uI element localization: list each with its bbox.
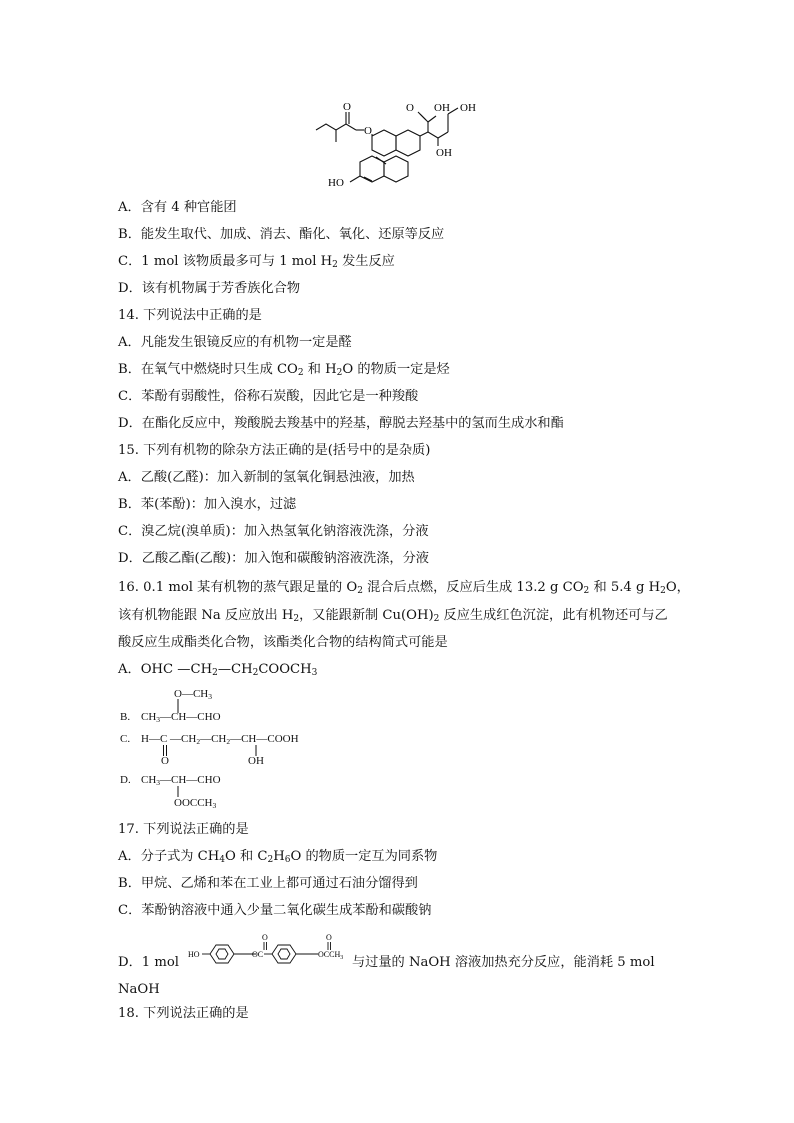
q16-c-main-1: H—C —CH [141,733,197,745]
q15-stem: 15. 下列有机物的除杂方法正确的是(括号中的是杂质) [118,443,431,458]
q13-option-d: D．该有机物属于芳香族化合物 [118,281,301,296]
q16-l1-sub1: 2 [357,586,363,596]
q16-d-main [141,774,221,786]
q15-option-b: B．苯(苯酚)：加入溴水，过滤 [118,497,297,512]
q17-d-structure [186,928,356,972]
q17-a-2: O 和 C [224,849,268,864]
q16-c-main-2: —CH [200,733,227,745]
q13-label-ho: HO [328,177,344,189]
q17-a-1: A．分子式为 CH [118,849,220,864]
q16-l2-a: 该有机物能跟 Na 反应放出 H [118,608,294,623]
q13-label-oh-top: OH [434,102,450,114]
q16-l1-sub3: 2 [660,586,666,596]
q17-d-oc: OC [252,950,264,959]
q16-c-sub2: 2 [226,737,231,746]
q16-b-main-1: CH [141,711,157,723]
q16-a-2: —CH [217,662,253,677]
q17-d-o1: O [262,933,268,942]
q16-l2-sub2: 2 [433,614,440,624]
q17-d-ho: HO [188,950,200,959]
q14-option-d: D．在酯化反应中，羧酸脱去羧基中的羟基，醇脱去羟基中的氢而生成水和酯 [118,416,564,431]
q17-a-sub2: 2 [267,855,274,865]
q16-l2-c: 反应生成红色沉淀，此有机物还可与乙 [439,608,668,623]
q17-option-c: C．苯酚钠溶液中通入少量二氧化碳生成苯酚和碳酸钠 [118,903,432,918]
q16-d-main-sub: 3 [156,778,161,787]
q16-l1-sub2: 2 [583,586,590,596]
q16-c-main-3: —CH—COOH [230,733,299,745]
q16-d-main-1: CH [141,774,157,786]
q13-label-oh-end: OH [460,102,476,114]
q16-c-sub1: 2 [196,737,201,746]
q16-d-bottom-text: OOCCH [174,797,213,809]
q17-a-3: H [273,849,285,864]
q13-option-c [118,253,395,271]
q16-b-label: B. [120,711,131,723]
q17-option-d-pre: D．1 mol [118,955,180,970]
q17-stem: 17. 下列说法正确的是 [118,822,249,837]
q14-option-b [118,361,450,379]
q16-l1-d: O， [665,580,690,595]
q17-d-o3: O [326,933,332,942]
q16-stem-line3: 酸反应生成酯类化合物，该酯类化合物的结构简式可能是 [118,635,448,650]
q16-option-a [118,661,317,679]
q16-l1-a: 16. 0.1 mol 某有机物的蒸气跟足量的 O [118,580,358,595]
q17-d-occh [318,950,343,961]
q16-d-bottom-sub: 3 [212,801,217,810]
q13-option-a: A．含有 4 种官能团 [118,200,237,215]
q16-d-main-2: —CH—CHO [160,774,221,786]
q16-c-main [141,733,299,745]
q18-stem: 18. 下列说法正确的是 [118,1006,249,1021]
q16-a-1: A．OHC —CH [118,662,213,677]
q17-option-d-cont: NaOH [118,982,160,997]
q17-a-sub3: 6 [284,855,291,865]
q14-b-sub1: 2 [297,368,304,378]
q13-label-o-ring: O [364,125,372,137]
q13-option-b: B．能发生取代、加成、消去、酯化、氧化、还原等反应 [118,227,445,242]
q16-c-o: O [161,755,169,767]
q16-b-top-sub: 3 [208,692,212,701]
q14-b-3: O 的物质一定是烃 [342,362,450,377]
q17-option-a [118,848,437,866]
q16-d-label: D. [120,774,131,786]
q16-b-main-sub: 3 [156,715,161,724]
q16-c-label: C. [120,733,131,745]
q17-d-occh-sub: 3 [340,955,344,961]
q16-d-substituent [174,797,216,809]
q16-c-oh: OH [248,755,264,767]
q14-b-2: 和 H [303,362,337,377]
q17-a-sub1: 4 [219,855,225,865]
q17-option-b: B．甲烷、乙烯和苯在工业上都可通过石油分馏得到 [118,876,418,891]
q16-a-sub3: 3 [311,668,318,678]
q14-option-c: C．苯酚有弱酸性，俗称石炭酸，因此它是一种羧酸 [118,389,419,404]
q13-option-c-sub: 2 [332,260,338,270]
q16-stem-line2 [118,607,668,625]
q14-b-1: B．在氧气中燃烧时只生成 CO [118,362,298,377]
q13-label-cooh: O [406,102,414,114]
q16-a-sub2: 2 [252,668,259,678]
q17-a-4: O 的物质一定互为同系物 [290,849,438,864]
q17-d-occh-text: OCCH [318,950,341,959]
q15-option-c: C．溴乙烷(溴单质)：加入热氢氧化钠溶液洗涤，分液 [118,524,429,539]
q16-l1-c: 和 5.4 g H [589,580,661,595]
q17-option-d-post: 与过量的 NaOH 溶液加热充分反应，能消耗 5 mol [352,955,655,970]
q16-a-sub1: 2 [212,668,218,678]
q14-option-a: A．凡能发生银镜反应的有机物一定是醛 [118,335,352,350]
q13-label-oh-mid: OH [436,147,452,159]
q14-b-sub2: 2 [336,368,343,378]
q13-option-c-text: C．1 mol 该物质最多可与 1 mol H [118,254,333,269]
q15-option-d: D．乙酸乙酯(乙酸)：加入饱和碳酸钠溶液洗涤，分液 [118,551,429,566]
q16-l2-b: ，又能跟新制 Cu(OH) [299,608,434,623]
q13-label-o-ester: O [343,101,351,113]
q16-b-main [141,711,221,723]
q13-option-c-tail: 发生反应 [337,254,395,269]
q14-stem: 14. 下列说法中正确的是 [118,308,262,323]
q16-b-main-2: —CH—CHO [160,711,221,723]
q15-option-a: A．乙酸(乙醛)：加入新制的氢氧化铜悬浊液，加热 [118,470,415,485]
q16-a-3: COOCH [258,662,312,677]
q16-l1-b: 混合后点燃，反应后生成 13.2 g CO [362,580,584,595]
q13-molecule-diagram [310,94,510,194]
q16-b-top-text: O—CH [174,688,209,700]
q16-stem-line1 [118,579,690,597]
q16-l2-sub1: 2 [293,614,300,624]
